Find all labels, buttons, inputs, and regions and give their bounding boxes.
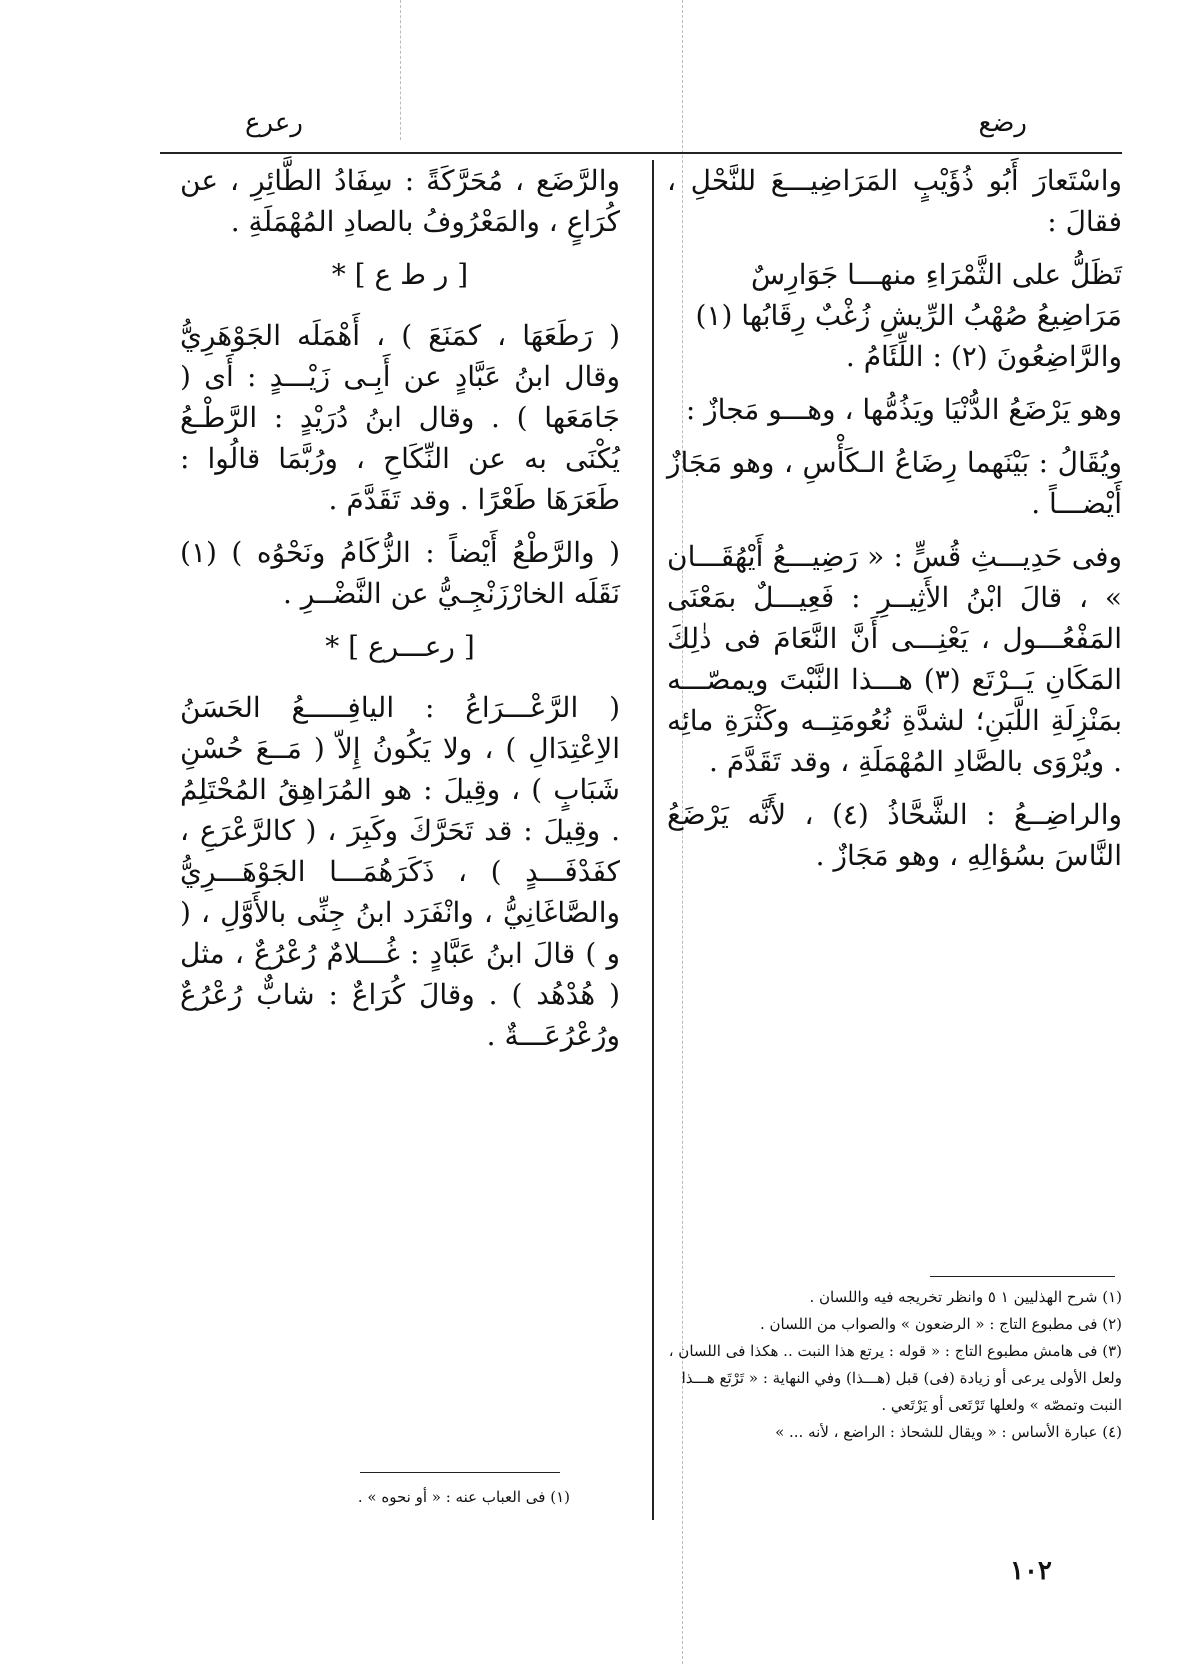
footnote: (٢) فى مطبوع التاج : « الرضعون » والصواب من اللسان . bbox=[759, 1315, 1122, 1333]
verse-line: مَرَاضِيعُ صُهْبُ الرِّيشِ زُغْبٌ رِقَابُها (١) bbox=[695, 299, 1122, 332]
paragraph: ( رَطَعَهَا ، كمَنَعَ ) ، أَهْمَلَه الجَوْهَرِيُّ وقال ابنُ عَبَّادٍ عن أَبِـى زَيْـــدٍ : أَى ( جَامَعَها ) . وقال ابنُ دُرَيْدٍ : الرَّطْـعُ يُكْنَى به عن النِّكَاحِ ، ورُبَّمَا قالُوا : طَعَرَهَا طَعْرًا . وقد تَقَدَّمَ . bbox=[180, 319, 620, 516]
paragraph: ( والرَّطْعُ أَيْضاً : الزُّكَامُ ونَحْوُه ) (١) نَقَلَه الخارْزَنْجِـيُّ عن النَّضْــرِ . bbox=[180, 536, 620, 610]
paragraph: وهو يَرْضَعُ الدُّنْيَا ويَذُمُّها ، وهـــو مَجازٌ : bbox=[685, 393, 1122, 426]
footnote-rule-right bbox=[930, 1276, 1115, 1277]
column-separator bbox=[652, 160, 654, 1520]
entry-heading-rta: [ ر ط ع ] * bbox=[331, 258, 469, 291]
footnote: (٣) فى هامش مطبوع التاج : « قوله : يرتع هذا النبت .. هكذا فى اللسان ، ولعل الأولى يرعى أو زيادة (فى) قبل (هـــذا) وفي النهاية : « تَرْتَع هـــذا النبت وتمصّه » ولعلها تَرْتَعى أو يَرْتَعي . bbox=[668, 1342, 1122, 1414]
paragraph: واسْتَعارَ أَبُو ذُؤَيْبٍ المَرَاضِيـــعَ للنَّحْلِ ، فقالَ : bbox=[667, 164, 1122, 238]
paragraph: والرَّضَع ، مُحَرَّكَةً : سِفَادُ الطَّائِرِ ، عن كُرَاعٍ ، والمَعْرُوفُ بالصادِ المُهْمَلَةِ . bbox=[180, 164, 620, 238]
page-number: ١٠٢ bbox=[1010, 1556, 1052, 1586]
paragraph: والرَّاضِعُونَ (٢) : اللِّئَامُ . bbox=[845, 340, 1122, 373]
entry-heading-rar: [ رعـــرع ] * bbox=[325, 630, 475, 663]
paragraph: والراضِــعُ : الشَّحَّاذُ (٤) ، لأَنَّه يَرْضَعُ النَّاسَ بسُؤالِهِ ، وهو مَجَازٌ . bbox=[667, 798, 1122, 872]
paragraph: ( الرَّعْـــرَاعُ : اليافِـــــعُ الحَسَنُ الاِعْتِدَالِ ) ، ولا يَكُونُ إِلاّ ( مَــعَ حُسْنِ شَبَابٍ ) ، وقِيلَ : هو المُرَاهِقُ المُحْتَلِمُ . وقِيلَ : قد تَحَرَّكَ وكَبِرَ ، ( كالرَّعْرَعِ ، كفَدْفَـــدٍ ) ، ذَكَرَهُمَـــا الجَوْهَـــرِيُّ والصَّاغَانِيُّ ، وانْفَرَد ابنُ جِنِّى بالأَوَّلِ ، ( و ) قالَ ابنُ عَبَّادٍ : غُـــلامٌ رُعْرُعٌ ، مثل ( هُدْهُد ) . وقالَ كُرَاعٌ : شابٌّ رُعْرُعٌ ورُعْرُعَـــةٌ . bbox=[180, 691, 620, 1052]
right-column bbox=[667, 160, 1122, 888]
running-header-left: رعرع bbox=[245, 108, 303, 138]
footnote: (٤) عبارة الأساس : « ويقال للشحاذ : الراضع ، لأنه ... » bbox=[775, 1423, 1122, 1441]
header-rule bbox=[160, 152, 1122, 154]
footnotes-right bbox=[662, 1284, 1122, 1446]
footnote: (١) شرح الهذليين ١ ٥ وانظر تخريجه فيه واللسان . bbox=[809, 1288, 1122, 1306]
footnotes-left bbox=[230, 1484, 570, 1511]
running-header-right: رضع bbox=[978, 108, 1027, 138]
scan-fold-line-top-left bbox=[400, 0, 401, 140]
paragraph: ويُقَالُ : بَيْنَهما رِضَاعُ الـكَأْسِ ، وهو مَجَازٌ أَيْضـــاً . bbox=[667, 446, 1122, 520]
left-column bbox=[180, 160, 620, 1068]
footnote-rule-left bbox=[360, 1472, 560, 1473]
footnote: (١) فى العباب عنه : « أو نحوه » . bbox=[357, 1488, 570, 1506]
paragraph: وفى حَدِيـــثِ قُسٍّ : « رَضِيـــعُ أَيْهُقَـــان » ، قالَ ابْنُ الأَثِيــرِ : فَعِيـــلٌ بمَعْنَى المَفْعُـــول ، يَعْنِـــى أَنَّ النَّعَامَ فى ذٰلِكَ المَكَانِ يَــرْتَع (٣) هـــذا النَّبْتَ ويمصّـــه بمَنْزِلَةِ اللَّبَنِ؛ لشدَّةِ نُعُومَتِــه وكَثْرَةِ مائِه . ويُرْوَى بالصَّادِ المُهْمَلَةِ ، وقد تَقَدَّمَ . bbox=[667, 540, 1122, 778]
verse-line: تَظَلُّ على الثَّمْرَاءِ منهـــا جَوَارِسٌ bbox=[751, 258, 1122, 291]
